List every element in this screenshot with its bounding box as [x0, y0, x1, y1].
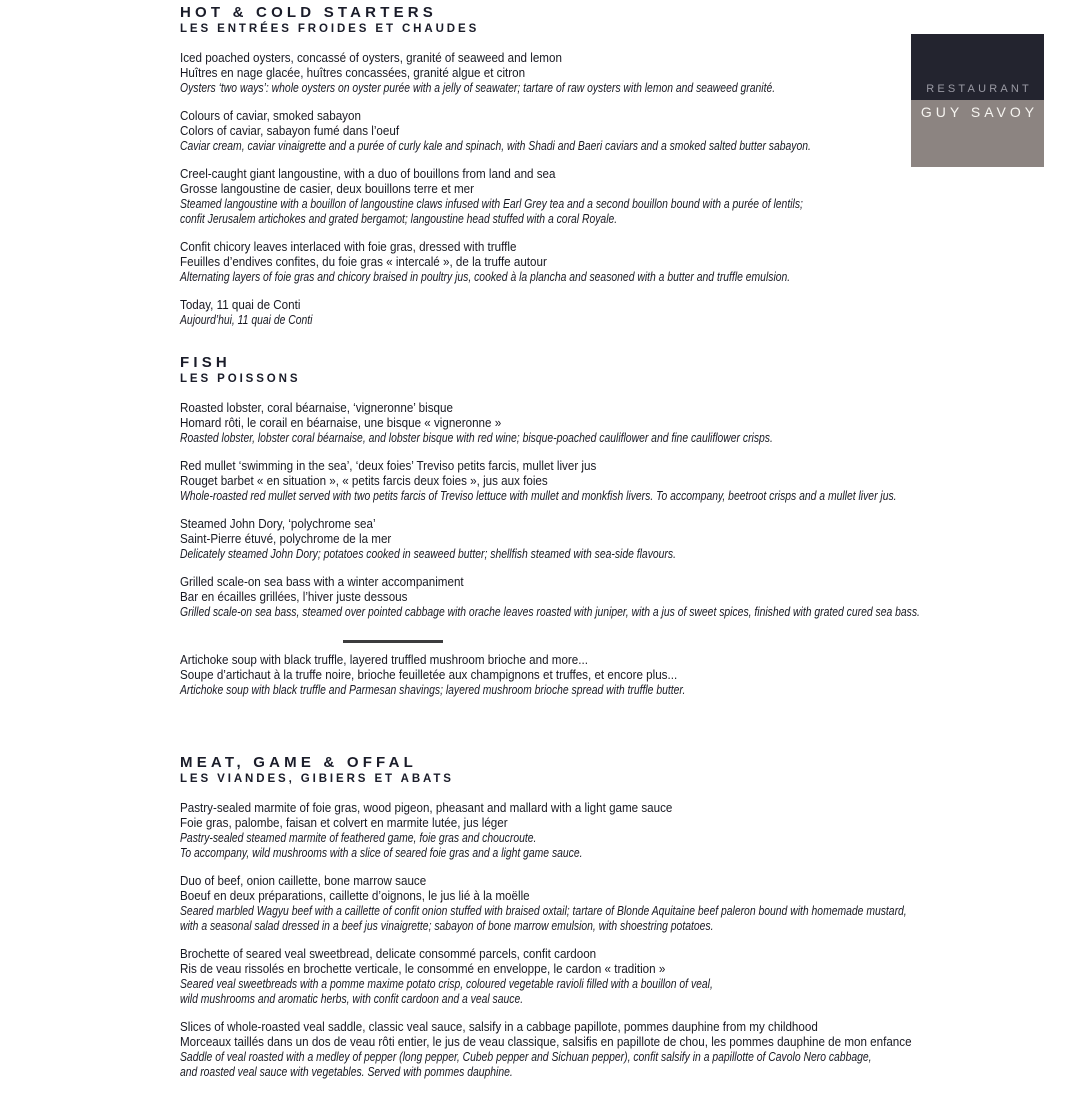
section-meat-game-offal — [180, 754, 1056, 1093]
section-title: FISH — [180, 354, 231, 371]
dish-game-marmite — [180, 801, 1056, 861]
dish-name-en: Confit chicory leaves interlaced with foie gras, dressed with truffle — [180, 240, 517, 254]
dish-red-mullet — [180, 459, 1071, 504]
dish-description: Seared veal sweetbreads with a pomme maxime potato crisp, coloured vegetable ravioli filled with a bouillon of veal, — [180, 977, 713, 991]
section-fish — [180, 354, 1071, 711]
dish-name-fr: Homard rôti, le corail en béarnaise, une bisque « vigneronne » — [180, 416, 502, 430]
section-divider — [343, 640, 443, 643]
dish-name-en: Steamed John Dory, ‘polychrome sea’ — [180, 517, 376, 531]
dish-name-fr: Huîtres en nage glacée, huîtres concassées, granité algue et citron — [180, 66, 526, 80]
dish-description: Steamed langoustine with a bouillon of langoustine claws infused with Earl Grey tea and a second bouillon bound with a purée of lentils; — [180, 197, 803, 211]
note-fr: Aujourd’hui, 11 quai de Conti — [180, 313, 313, 327]
dish-description: Pastry-sealed steamed marmite of feathered game, foie gras and choucroute. — [180, 831, 537, 845]
dish-description: confit Jerusalem artichokes and grated bergamot; langoustine head stuffed with a coral Royale. — [180, 212, 618, 226]
dish-description: Alternating layers of foie gras and chicory braised in poultry jus, cooked à la plancha and seasoned with a butter and truffle emulsion. — [180, 270, 791, 284]
dish-sea-bass — [180, 575, 1071, 620]
dish-description: To accompany, wild mushrooms with a slice of seared foie gras and a light game sauce. — [180, 846, 583, 860]
dish-name-en: Artichoke soup with black truffle, layered truffled mushroom brioche and more... — [180, 653, 588, 667]
dish-john-dory — [180, 517, 1071, 562]
dish-description: Saddle of veal roasted with a medley of pepper (long pepper, Cubeb pepper and Sichuan pepper), confit salsify in a papillotte of Cavolo Nero cabbage, — [180, 1050, 872, 1064]
dish-chicory-foie-gras — [180, 240, 940, 285]
dish-description: with a seasonal salad dressed in a beef jus vinaigrette; sabayon of bone marrow emulsion, with shoestring potatoes. — [180, 919, 714, 933]
dish-name-fr: Saint-Pierre étuvé, polychrome de la mer — [180, 532, 392, 546]
section-title: HOT & COLD STARTERS — [180, 4, 438, 21]
section-hot-cold-starters — [180, 4, 940, 328]
dish-name-fr: Foie gras, palombe, faisan et colvert en marmite lutée, jus léger — [180, 816, 508, 830]
dish-artichoke-soup — [180, 653, 1071, 698]
dish-description: Artichoke soup with black truffle and Parmesan shavings; layered mushroom brioche spread with truffle butter. — [180, 683, 686, 697]
dish-name-en: Roasted lobster, coral béarnaise, ‘vigneronne’ bisque — [180, 401, 453, 415]
dish-name-fr: Rouget barbet « en situation », « petits farcis deux foies », jus aux foies — [180, 474, 548, 488]
dish-description: Roasted lobster, lobster coral béarnaise, and lobster bisque with red wine; bisque-poached cauliflower and fine cauliflower crisps. — [180, 431, 773, 445]
dish-veal-saddle — [180, 1020, 1056, 1080]
dish-description: and roasted veal sauce with vegetables. Served with pommes dauphine. — [180, 1065, 513, 1079]
menu-note — [180, 298, 940, 328]
dish-name-fr: Ris de veau rissolés en brochette verticale, le consommé en enveloppe, le cardon « tradition » — [180, 962, 666, 976]
dish-name-fr: Grosse langoustine de casier, deux bouillons terre et mer — [180, 182, 475, 196]
logo-restaurant-label: RESTAURANT — [926, 83, 1032, 95]
dish-langoustine — [180, 167, 940, 227]
dish-description: Oysters ‘two ways’: whole oysters on oyster purée with a jelly of seawater; tartare of raw oysters with lemon and seaweed granité. — [180, 81, 776, 95]
dish-caviar — [180, 109, 940, 154]
dish-duo-of-beef — [180, 874, 1056, 934]
dish-name-en: Brochette of seared veal sweetbread, delicate consommé parcels, confit cardoon — [180, 947, 597, 961]
dish-description: Delicately steamed John Dory; potatoes cooked in seaweed butter; shellfish steamed with sea-side flavours. — [180, 547, 676, 561]
dish-name-en: Pastry-sealed marmite of foie gras, wood pigeon, pheasant and mallard with a light game sauce — [180, 801, 673, 815]
dish-oysters — [180, 51, 940, 96]
dish-name-fr: Bar en écailles grillées, l’hiver juste dessous — [180, 590, 408, 604]
dish-description: wild mushrooms and aromatic herbs, with confit cardoon and a veal sauce. — [180, 992, 524, 1006]
dish-name-en: Slices of whole-roasted veal saddle, classic veal sauce, salsify in a cabbage papillote, pommes dauphine from my childhood — [180, 1020, 818, 1034]
dish-name-en: Creel-caught giant langoustine, with a duo of bouillons from land and sea — [180, 167, 556, 181]
note-en: Today, 11 quai de Conti — [180, 298, 301, 312]
dish-description: Seared marbled Wagyu beef with a caillette of confit onion stuffed with braised oxtail; tartare of Blonde Aquitaine beef paleron bound with homemade mustard, — [180, 904, 907, 918]
dish-name-fr: Colors of caviar, sabayon fumé dans l’oeuf — [180, 124, 400, 138]
section-subtitle: LES ENTRÉES FROIDES ET CHAUDES — [180, 23, 480, 35]
dish-description: Whole-roasted red mullet served with two petits farcis of Treviso lettuce with mullet and monkfish livers. To accompany, beetroot crisps and a mullet liver jus. — [180, 489, 897, 503]
dish-name-en: Colours of caviar, smoked sabayon — [180, 109, 361, 123]
dish-name-en: Iced poached oysters, concassé of oysters, granité of seaweed and lemon — [180, 51, 562, 65]
dish-name-fr: Soupe d’artichaut à la truffe noire, brioche feuilletée aux champignons et truffes, et encore plus... — [180, 668, 678, 682]
dish-description: Grilled scale-on sea bass, steamed over pointed cabbage with orache leaves roasted with juniper, with a jus of sweet spices, finished with grated cured sea bass. — [180, 605, 920, 619]
dish-name-en: Red mullet ‘swimming in the sea’, ‘deux foies’ Treviso petits farcis, mullet liver jus — [180, 459, 597, 473]
dish-name-fr: Boeuf en deux préparations, caillette d’oignons, le jus lié à la moëlle — [180, 889, 530, 903]
dish-veal-sweetbread — [180, 947, 1056, 1007]
dish-name-fr: Feuilles d’endives confites, du foie gras « intercalé », de la truffe autour — [180, 255, 547, 269]
logo-brand-label: GUY SAVOY — [920, 104, 1039, 120]
section-subtitle: LES POISSONS — [180, 373, 301, 385]
dish-description: Caviar cream, caviar vinaigrette and a purée of curly kale and spinach, with Shadi and Baeri caviars and a smoked salted butter sabayon. — [180, 139, 811, 153]
section-subtitle: LES VIANDES, GIBIERS ET ABATS — [180, 773, 454, 785]
dish-name-en: Grilled scale-on sea bass with a winter accompaniment — [180, 575, 464, 589]
dish-roasted-lobster — [180, 401, 1071, 446]
section-title: MEAT, GAME & OFFAL — [180, 754, 417, 771]
dish-name-fr: Morceaux taillés dans un dos de veau rôti entier, le jus de veau classique, salsifis en papillote de chou, les pommes dauphine de mon enfance — [180, 1035, 912, 1049]
dish-name-en: Duo of beef, onion caillette, bone marrow sauce — [180, 874, 427, 888]
